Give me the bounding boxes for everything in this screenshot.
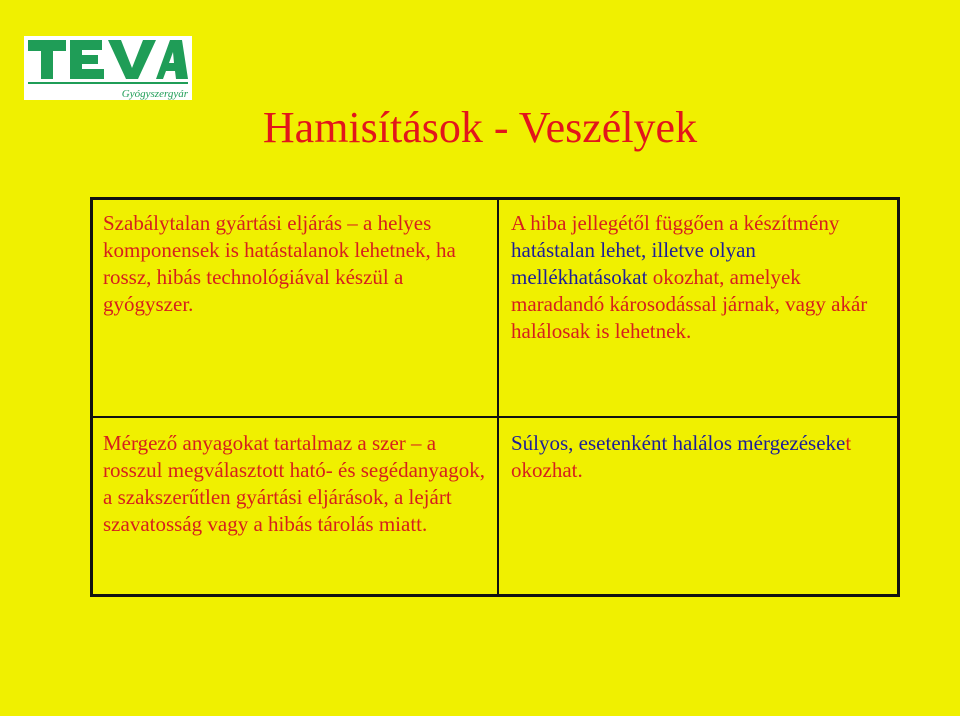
- text-run: okozhat, amelyek maradandó károsodással járnak, vagy akár halálosak is lehetnek.: [511, 265, 868, 343]
- cell-4-text: [511, 430, 887, 484]
- text-run: A hiba jellegétől függően a készítmény: [511, 211, 840, 235]
- teva-logo: [24, 36, 192, 100]
- table-cell-2: [499, 200, 897, 418]
- info-table: [90, 197, 900, 597]
- text-run: Mérgező anyagokat tartalmaz a szer – a rosszul megválasztott ható- és segédanyagok, a szakszerűtlen gyártási eljárások, a lejárt szavatosság vagy a hibás tárolás miatt.: [103, 431, 485, 536]
- text-run: Súlyos, esetenként halálos mérgezéseke: [511, 431, 846, 455]
- teva-logo-graphic: [24, 36, 192, 100]
- cell-2-text: [511, 210, 887, 345]
- cell-1-text: [103, 210, 487, 318]
- page-title: Hamisítások - Veszélyek: [262, 103, 698, 152]
- table-cell-1: [93, 200, 499, 418]
- text-run: Szabálytalan gyártási eljárás – a helyes komponensek is hatástalanok lehetnek, ha rossz, hibás technológiával készül a gyógyszer.: [103, 211, 456, 316]
- logo-subtitle: Gyógyszergyár: [121, 88, 188, 100]
- cell-3-text: [103, 430, 487, 538]
- text-run: t okozhat.: [511, 431, 852, 482]
- table-cell-3: [93, 418, 499, 594]
- text-run: hatástalan lehet, illetve olyan mellékhatásokat: [511, 238, 756, 289]
- table-cell-4: [499, 418, 897, 594]
